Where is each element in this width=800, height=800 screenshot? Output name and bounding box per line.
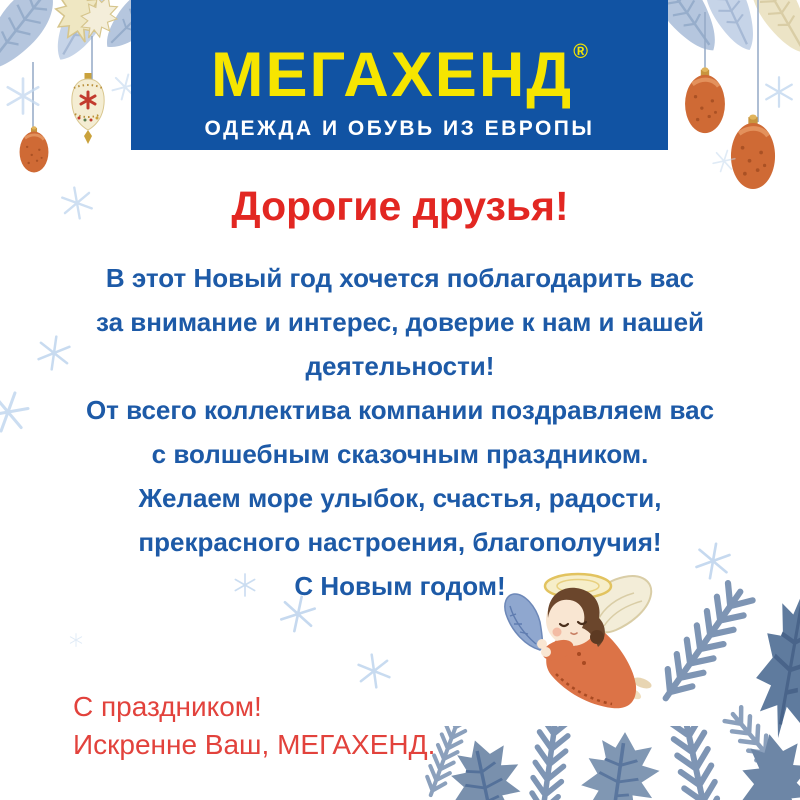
holly-leaf-icon bbox=[736, 730, 800, 800]
greeting-text bbox=[0, 256, 800, 608]
cream-star-ornament-icon bbox=[72, 73, 104, 144]
signature-line: Искренне Ваш, МЕГАХЕНД. bbox=[73, 729, 436, 760]
greeting-line: прекрасного настроения, благополучия! bbox=[138, 527, 662, 557]
brand-tagline: ОДЕЖДА И ОБУВЬ ИЗ ЕВРОПЫ bbox=[204, 117, 595, 140]
greeting-line: с волшебным сказочным праздником. bbox=[151, 439, 649, 469]
megahand-logo bbox=[211, 16, 588, 111]
snowflake-icon bbox=[4, 77, 42, 115]
greeting-line: От всего коллектива компании поздравляем вас bbox=[85, 395, 715, 425]
snowflake-icon bbox=[763, 76, 795, 108]
registered-trademark: ® bbox=[573, 41, 588, 63]
greeting-line: деятельности! bbox=[305, 351, 495, 381]
logo-text: МЕГАХЕНД bbox=[211, 40, 574, 110]
orange-ornament-icon bbox=[685, 67, 725, 133]
signature-line: С праздником! bbox=[73, 691, 262, 722]
signature bbox=[73, 688, 435, 764]
snowflake-icon bbox=[354, 651, 395, 692]
fir-sprig-icon bbox=[528, 726, 572, 800]
orange-ornament-icon bbox=[20, 126, 49, 172]
greeting-line: Желаем море улыбок, счастья, радости, bbox=[138, 483, 662, 513]
greeting-line: за внимание и интерес, доверие к нам и нашей bbox=[95, 307, 705, 337]
greeting-line: С Новым годом! bbox=[294, 571, 506, 601]
snowflake-icon bbox=[69, 633, 83, 647]
greeting-title: Дорогие друзья! bbox=[231, 183, 569, 229]
brand-banner bbox=[131, 0, 668, 150]
holly-leaf-icon bbox=[577, 727, 665, 800]
greeting-line: В этот Новый год хочется поблагодарить вас bbox=[105, 263, 695, 293]
orange-ornament-icon bbox=[731, 114, 775, 189]
fir-sprig-icon bbox=[667, 726, 723, 800]
bottom-foliage-illustration bbox=[390, 726, 800, 800]
angel-hand bbox=[541, 647, 551, 657]
